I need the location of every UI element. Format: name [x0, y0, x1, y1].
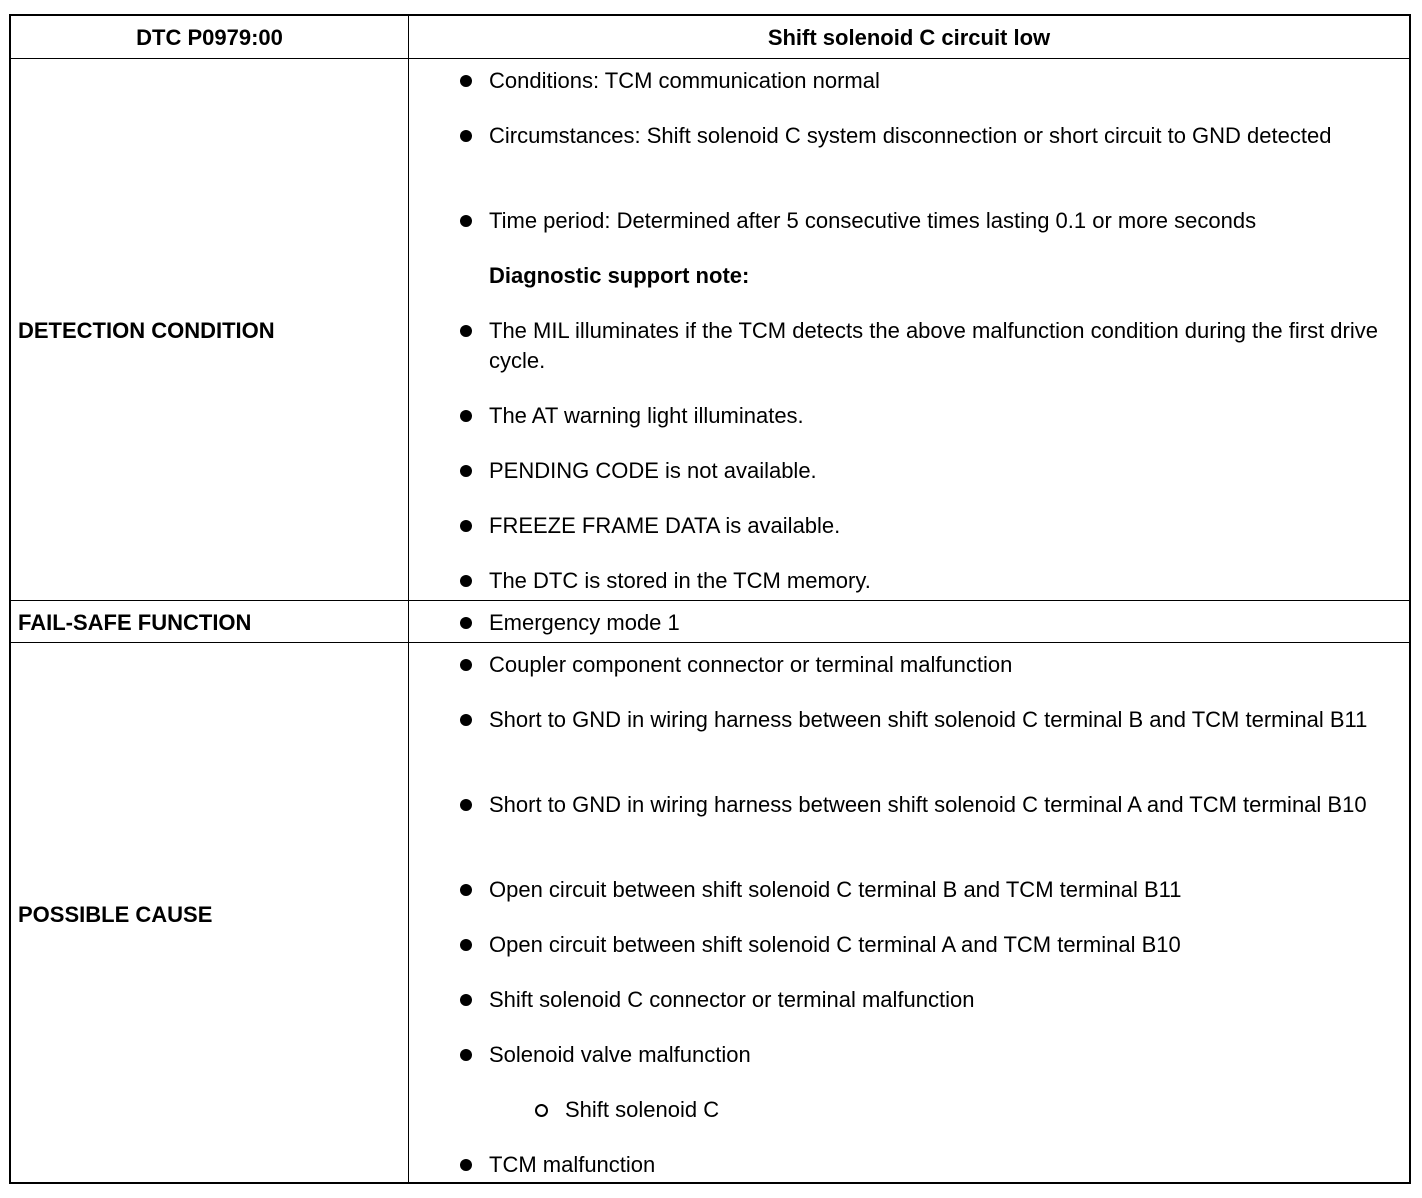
list-item: Open circuit between shift solenoid C terminal B and TCM terminal B11	[489, 877, 1182, 902]
bullet-icon	[460, 465, 472, 477]
bullet-icon	[460, 130, 472, 142]
list-item: Short to GND in wiring harness between shift solenoid C terminal B and TCM terminal B11	[489, 707, 1368, 732]
column-divider	[408, 16, 409, 1182]
bullet-icon	[460, 714, 472, 726]
list-item: Time period: Determined after 5 consecutive times lasting 0.1 or more seconds	[489, 208, 1257, 233]
bullet-icon	[460, 799, 472, 811]
hollow-bullet-icon	[535, 1104, 548, 1117]
list-item: Emergency mode 1	[489, 610, 680, 635]
bullet-icon	[460, 884, 472, 896]
list-item: Circumstances: Shift solenoid C system disconnection or short circuit to GND detected	[489, 123, 1332, 148]
list-item: The AT warning light illuminates.	[489, 403, 804, 428]
row-divider	[11, 600, 1409, 601]
list-item: Short to GND in wiring harness between shift solenoid C terminal A and TCM terminal B10	[489, 792, 1367, 817]
bullet-icon	[460, 520, 472, 532]
sub-list-item: Shift solenoid C	[565, 1097, 720, 1122]
list-item: The DTC is stored in the TCM memory.	[489, 568, 871, 593]
detection-condition-label: DETECTION CONDITION	[18, 318, 275, 343]
bullet-icon	[460, 939, 472, 951]
list-item: Shift solenoid C connector or terminal malfunction	[489, 987, 975, 1012]
bullet-icon	[460, 994, 472, 1006]
list-item: FREEZE FRAME DATA is available.	[489, 513, 841, 538]
bullet-icon	[460, 617, 472, 629]
list-item: Solenoid valve malfunction	[489, 1042, 751, 1067]
bullet-icon	[460, 659, 472, 671]
bullet-icon	[460, 325, 472, 337]
list-item: Open circuit between shift solenoid C terminal A and TCM terminal B10	[489, 932, 1181, 957]
list-item: TCM malfunction	[489, 1152, 656, 1177]
bullet-icon	[460, 1049, 472, 1061]
row-divider	[11, 642, 1409, 643]
bullet-icon	[460, 1159, 472, 1171]
possible-cause-label: POSSIBLE CAUSE	[18, 902, 213, 927]
bullet-icon	[460, 410, 472, 422]
bullet-icon	[460, 75, 472, 87]
dtc-table	[9, 14, 1411, 1184]
list-item: Coupler component connector or terminal malfunction	[489, 652, 1013, 677]
diagnostic-note-heading: Diagnostic support note:	[489, 263, 750, 288]
fail-safe-label: FAIL-SAFE FUNCTION	[18, 610, 252, 635]
dtc-title: Shift solenoid C circuit low	[767, 24, 1051, 50]
list-item: The MIL illuminates if the TCM detects the above malfunction condition during the first drive cycle.	[489, 318, 1378, 373]
list-item: PENDING CODE is not available.	[489, 458, 817, 483]
bullet-icon	[460, 575, 472, 587]
dtc-code: DTC P0979:00	[136, 24, 283, 50]
list-item: Conditions: TCM communication normal	[489, 68, 880, 93]
bullet-icon	[460, 215, 472, 227]
